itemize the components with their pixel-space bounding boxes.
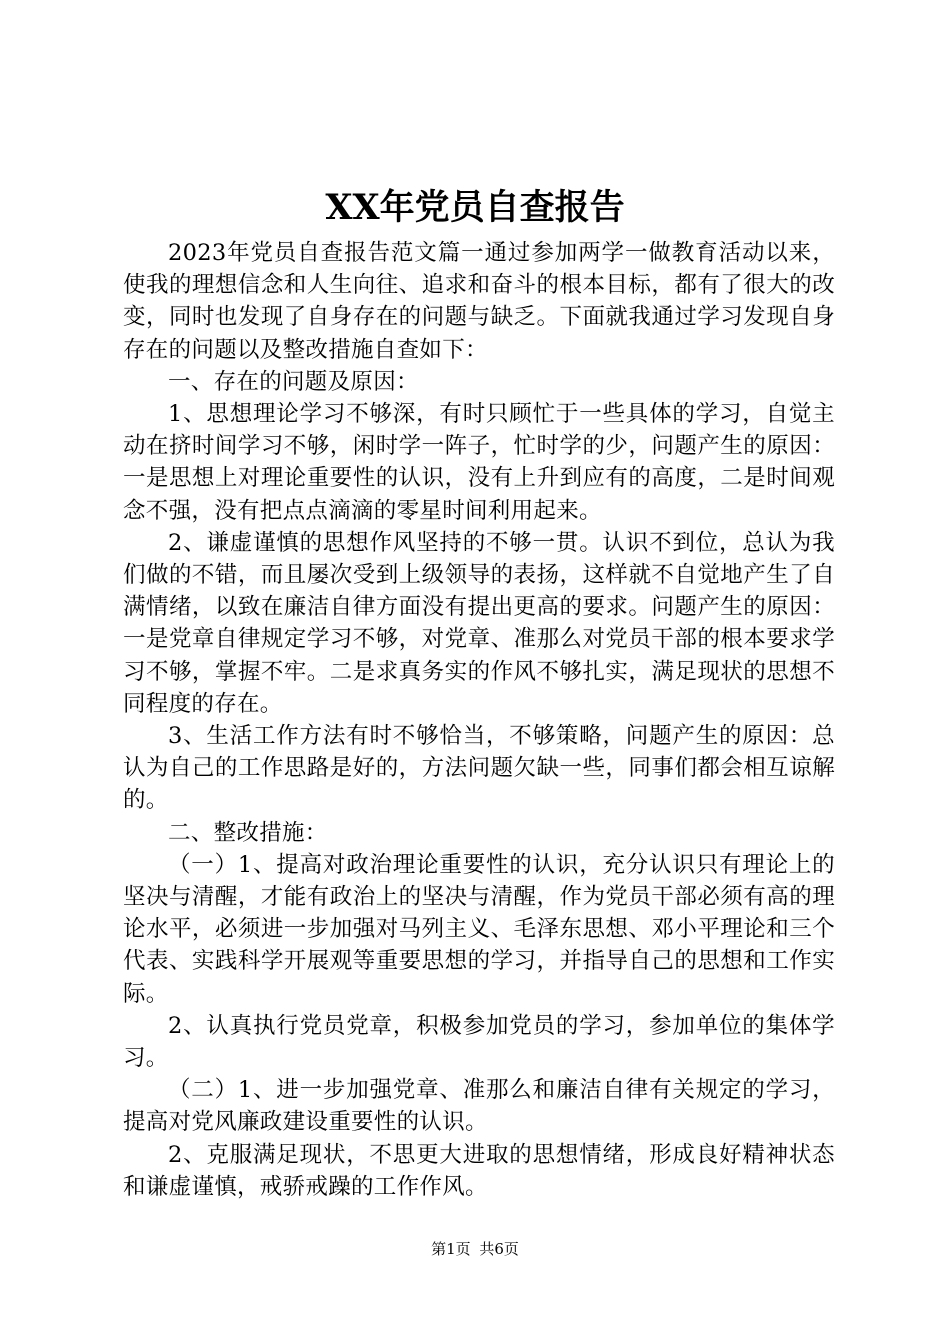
page-number: 第1页 xyxy=(431,1240,471,1258)
document-body xyxy=(123,237,835,1203)
paragraph-intro: 2023年党员自查报告范文篇一通过参加两学一做教育活动以来，使我的理想信念和人生向往、追求和奋斗的根本目标，都有了很大的改变，同时也发现了自身存在的问题与缺乏。下面就我通过学习发现自身存在的问题以及整改措施自查如下： xyxy=(123,240,835,363)
section-heading-measures: 二、整改措施： xyxy=(168,819,328,846)
paragraph-measure-1-1: （一）1、提高对政治理论重要性的认识，充分认识只有理论上的坚决与清醒，才能有政治上的坚决与清醒，作为党员干部必须有高的理论水平，必须进一步加强对马列主义、毛泽东思想、邓小平理论和三个代表、实践科学开展观等重要思想的学习，并指导自己的思想和工作实际。 xyxy=(123,851,835,1007)
paragraph-measure-2-2: 2、克服满足现状，不思更大进取的思想情绪，形成良好精神状态和谦虚谨慎，戒骄戒躁的工作作风。 xyxy=(123,1141,835,1200)
paragraph-problem-3: 3、生活工作方法有时不够恰当，不够策略，问题产生的原因：总认为自己的工作思路是好的，方法问题欠缺一些，同事们都会相互谅解的。 xyxy=(123,723,835,814)
page-total: 共6页 xyxy=(479,1240,519,1258)
document-title: XX年党员自查报告 xyxy=(325,187,625,228)
page-footer xyxy=(0,1239,950,1259)
section-heading-problems: 一、存在的问题及原因： xyxy=(168,368,419,395)
paragraph-problem-1: 1、思想理论学习不够深，有时只顾忙于一些具体的学习，自觉主动在挤时间学习不够，闲时学一阵子，忙时学的少，问题产生的原因：一是思想上对理论重要性的认识，没有上升到应有的高度，二是时间观念不强，没有把点点滴滴的零星时间利用起来。 xyxy=(123,401,835,524)
paragraph-measure-2-1: （二）1、进一步加强党章、准那么和廉洁自律有关规定的学习，提高对党风廉政建设重要性的认识。 xyxy=(123,1077,835,1136)
paragraph-measure-1-2: 2、认真执行党员党章，积极参加党员的学习，参加单位的集体学习。 xyxy=(123,1012,835,1072)
paragraph-problem-2: 2、谦虚谨慎的思想作风坚持的不够一贯。认识不到位，总认为我们做的不错，而且屡次受到上级领导的表扬，这样就不自觉地产生了自满情绪，以致在廉洁自律方面没有提出更高的要求。问题产生的原因：一是党章自律规定学习不够，对党章、准那么对党员干部的根本要求学习不够，掌握不牢。二是求真务实的作风不够扎实，满足现状的思想不同程度的存在。 xyxy=(123,529,835,717)
